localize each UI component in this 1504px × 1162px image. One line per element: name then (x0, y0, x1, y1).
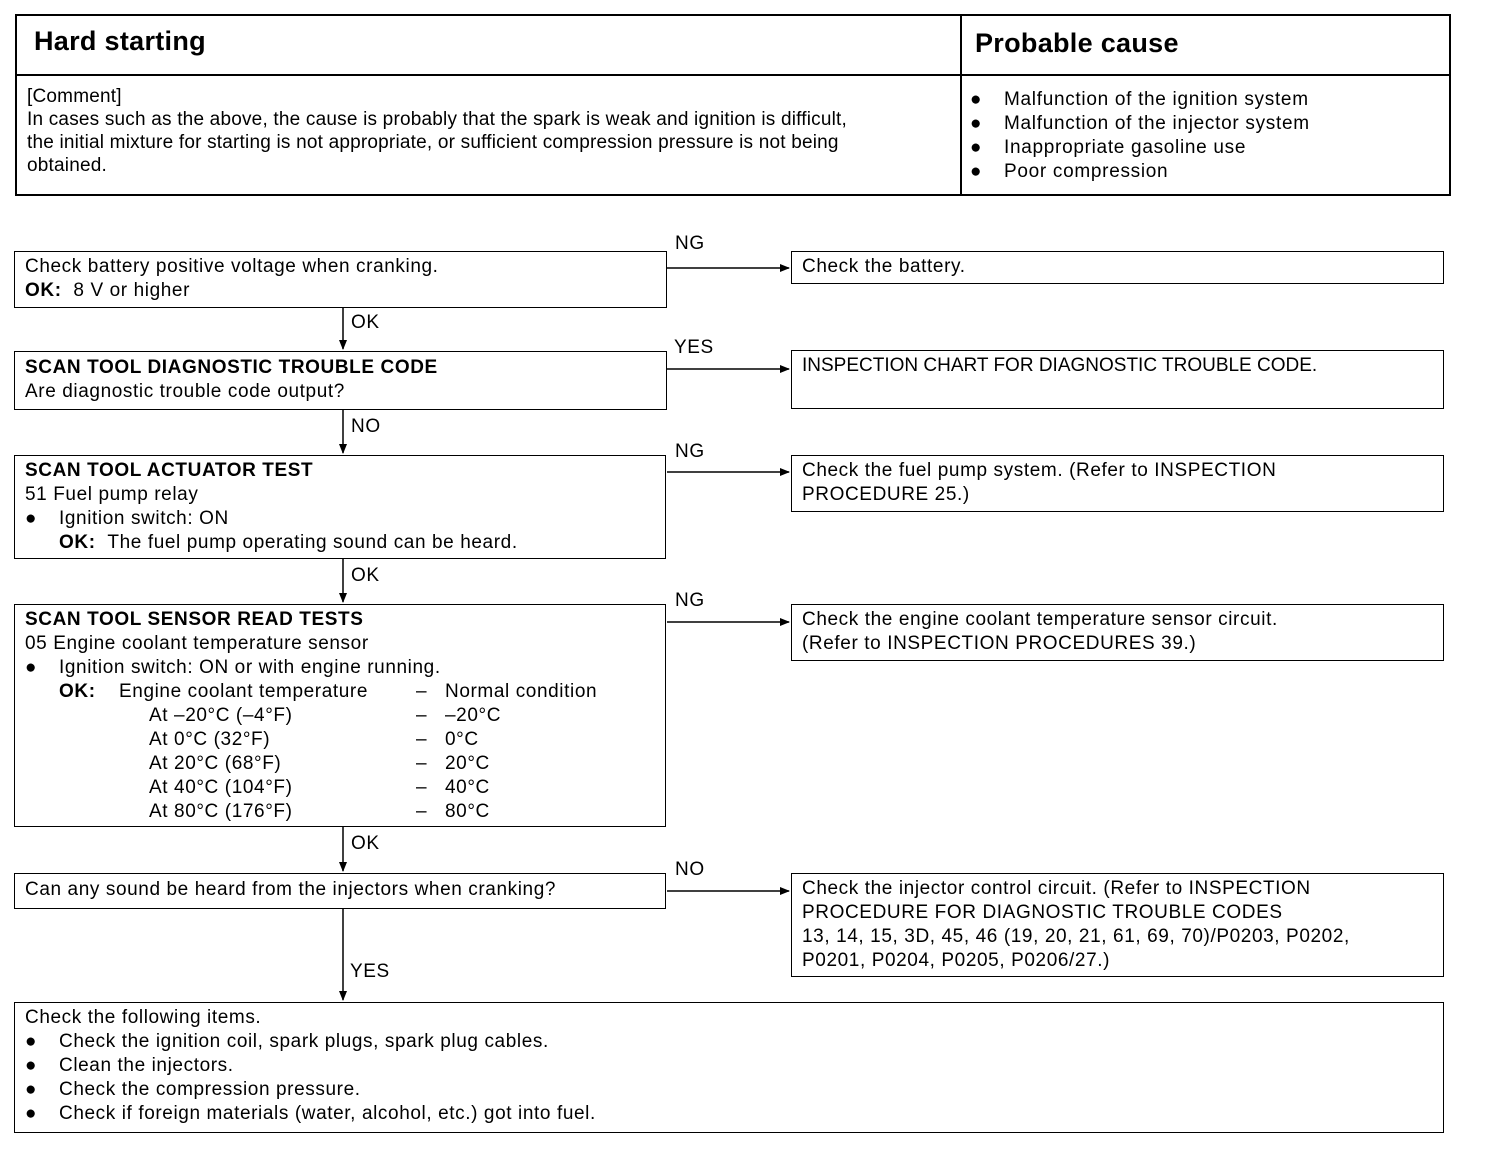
bullet-icon: ● (970, 137, 983, 158)
label-ok: OK (351, 312, 380, 333)
label-ng: NG (675, 590, 705, 611)
step-title: SCAN TOOL SENSOR READ TESTS (25, 609, 364, 630)
step-actuator-test: SCAN TOOL ACTUATOR TEST 51 Fuel pump relay ● Ignition switch: ON OK: The fuel pump operating sound can be heard. (14, 455, 666, 559)
label-ng: NG (675, 441, 705, 462)
result-fuel-pump-system: Check the fuel pump system. (Refer to INSPECTION PROCEDURE 25.) (791, 455, 1444, 512)
comment-label: [Comment] (27, 86, 122, 107)
list-item: ● Check if foreign materials (water, alcohol, etc.) got into fuel. (25, 1103, 596, 1124)
cause-item: ● Malfunction of the ignition system (970, 89, 1309, 110)
bullet-icon: ● (970, 89, 983, 110)
bullet-icon: ● (970, 161, 983, 182)
label-ok: OK (351, 565, 380, 586)
step-final-checks: Check the following items. ● Check the ignition coil, spark plugs, spark plug cables. ● Clean the injectors. ● Check the compression pressure. ● Check if foreign materials (water, alcohol, etc.) got into fuel. (14, 1002, 1444, 1133)
sensor-table-row: At 0°C (32°F) – 0°C (149, 729, 479, 750)
sensor-table-row: At –20°C (–4°F) – –20°C (149, 705, 502, 726)
label-yes: YES (350, 961, 390, 982)
ok-label: OK: (59, 532, 96, 553)
ok-label: OK: (59, 681, 96, 702)
list-item: ● Clean the injectors. (25, 1055, 234, 1076)
step-battery-check: Check battery positive voltage when cranking. OK: 8 V or higher (14, 251, 667, 308)
list-item: ● Check the ignition coil, spark plugs, spark plug cables. (25, 1031, 549, 1052)
sensor-table-header: OK: Engine coolant temperature – Normal condition (59, 681, 598, 702)
step-title: SCAN TOOL ACTUATOR TEST (25, 460, 314, 481)
result-check-battery: Check the battery. (791, 251, 1444, 284)
bullet-icon: ● (25, 657, 38, 678)
step-sensor-read-tests: SCAN TOOL SENSOR READ TESTS 05 Engine coolant temperature sensor ● Ignition switch: ON or with engine running. OK: Engine coolant temperature – Normal condition At –20°C (–4°F) – –20°C At 0°C (32°F) – 0°C At 20°C (68°F) – 20°C At 40°C (104°F) – 40°C At 80°C (176°F) – 80°C (14, 604, 666, 827)
label-ng: NG (675, 233, 705, 254)
cause-item: ● Malfunction of the injector system (970, 113, 1310, 134)
sensor-table-row: At 40°C (104°F) – 40°C (149, 777, 490, 798)
list-item: ● Check the compression pressure. (25, 1079, 361, 1100)
cause-item: ● Inappropriate gasoline use (970, 137, 1247, 158)
sensor-table-row: At 80°C (176°F) – 80°C (149, 801, 490, 822)
bullet-icon: ● (25, 1079, 38, 1100)
label-no: NO (351, 416, 381, 437)
comment-line: obtained. (27, 155, 107, 176)
step-title: SCAN TOOL DIAGNOSTIC TROUBLE CODE (25, 357, 438, 378)
result-injector-control-circuit: Check the injector control circuit. (Refer to INSPECTION PROCEDURE FOR DIAGNOSTIC TROUBLE CODES 13, 14, 15, 3D, 45, 46 (19, 20, 21, 61, 69, 70)/P0203, P0202, P0201, P0204, P0205, P0206/27.) (791, 873, 1444, 977)
cause-item: ● Poor compression (970, 161, 1169, 182)
step-dtc-check: SCAN TOOL DIAGNOSTIC TROUBLE CODE Are diagnostic trouble code output? (14, 351, 667, 410)
label-ok: OK (351, 833, 380, 854)
comment-line: In cases such as the above, the cause is probably that the spark is weak and ignition is difficult, (27, 109, 848, 130)
result-dtc-inspection-chart: INSPECTION CHART FOR DIAGNOSTIC TROUBLE CODE. (791, 350, 1444, 409)
bullet-icon: ● (25, 1055, 38, 1076)
probable-cause-title: Probable cause (975, 28, 1179, 58)
label-yes: YES (674, 337, 714, 358)
page-title: Hard starting (34, 26, 206, 56)
ok-label: OK: (25, 280, 62, 301)
comment-line: the initial mixture for starting is not appropriate, or sufficient compression pressure is not being (27, 132, 839, 153)
bullet-icon: ● (25, 1031, 38, 1052)
bullet-icon: ● (25, 508, 38, 529)
step-injector-sound: Can any sound be heard from the injectors when cranking? (14, 873, 666, 909)
bullet-icon: ● (970, 113, 983, 134)
label-no: NO (675, 859, 705, 880)
bullet-icon: ● (25, 1103, 38, 1124)
sensor-table-row: At 20°C (68°F) – 20°C (149, 753, 490, 774)
result-coolant-sensor-circuit: Check the engine coolant temperature sensor circuit. (Refer to INSPECTION PROCEDURES 39.) (791, 604, 1444, 661)
